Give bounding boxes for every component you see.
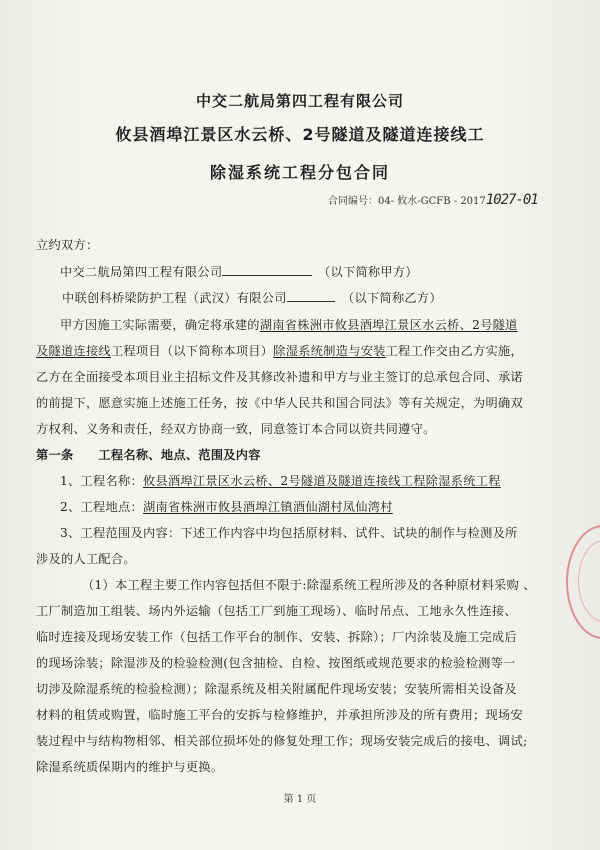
contract-number-label: 合同编号：04- 攸水-GCFB - 2017 [328, 196, 486, 207]
contract-number-handwritten: 1027-01 [485, 192, 538, 208]
article-1-item-1 [60, 472, 501, 489]
contract-number [328, 192, 538, 208]
intro-line-1 [60, 316, 518, 333]
item-1-value: 攸县酒埠江景区水云桥、2号隧道及隧道连接线工程除湿系统工程 [142, 474, 501, 488]
sub-item-line-8: 除湿系统质保期内的维护与更换。 [36, 760, 224, 774]
sub-item-line-1: （1）本工程主要工作内容包括但不限于:除湿系统工程所涉及的各种原材料采购 、 [82, 578, 536, 592]
party-b-line [62, 289, 335, 306]
intro-l1b: 湖南省株洲市攸县酒埠江景区水云桥、2号隧道 [259, 318, 518, 332]
party-b-name: 中联创科桥梁防护工程（武汉）有限公司 [62, 291, 287, 305]
article-1-item-3-line-2: 涉及的人工配合。 [36, 552, 136, 566]
item-1-label: 1、工程名称： [60, 474, 143, 488]
article-1-item-3-line-1: 3、工程范围及内容：下述工作内容中均包括原材料、试件、试块的制作与检测及所 [60, 526, 518, 540]
party-a-note: （以下简称甲方） [318, 265, 418, 279]
intro-line-5: 方权利、义务和责任，经双方协商一致，同意签订本合同以资共同遵守。 [36, 422, 436, 436]
parties-heading: 立约双方： [36, 238, 99, 252]
intro-line-3: 乙方在全面接受本项目业主招标文件及其修改补遗和甲方与业主签订的总承包合同、承诺 [36, 370, 524, 384]
intro-l2a: 及隧道连接线 [36, 344, 111, 358]
sub-item-line-4: 的现场涂装；除湿涉及的检验检测(包含抽检、自检、按图纸或规范要求的检验检测等一 [36, 656, 516, 670]
contract-title: 除湿系统工程分包合同 [209, 163, 390, 182]
party-a-name: 中交二航局第四工程有限公司 [60, 265, 223, 279]
item-2-value: 湖南省株洲市攸县酒埠江镇酒仙湖村凤仙湾村 [142, 500, 393, 514]
intro-line-4: 的前提下，愿意实施上述施工任务，按《中华人民共和国合同法》等有关规定，为明确双 [36, 396, 524, 410]
sub-item-line-3: 临时连接及现场安装工作（包括工作平台的制作、安装、拆除）；厂内涂装及施工完成后 [36, 630, 517, 644]
article-1-heading: 第一条 工程名称、地点、范围及内容 [36, 448, 261, 462]
party-a-underline [222, 263, 312, 276]
intro-l2d: 工程工作交由乙方实施， [385, 344, 524, 358]
party-a-line [60, 263, 312, 280]
sub-item-line-5: 切涉及除湿系统的检验检测）；除湿系统及相关附属配件现场安装；安装所需相关设备及 [36, 682, 517, 696]
intro-l1a: 甲方因施工实际需要，确定将承建的 [60, 318, 260, 332]
intro-line-2 [36, 342, 523, 359]
sub-item-line-6: 材料的租赁或购置，临时施工平台的安拆与检修维护，并承担所涉及的所有费用；现场安 [36, 708, 524, 722]
sub-item-line-2: 工厂制造加工组装、场内外运输（包括工厂到施工现场）、临时吊点、工地永久性连接、 [36, 604, 517, 618]
project-title: 攸县酒埠江景区水云桥、2号隧道及隧道连接线工 [115, 125, 485, 144]
sub-item-line-7: 装过程中与结构物相邻、相关部位损坏处的修复处理工作；现场安装完成后的接电、调试; [36, 734, 528, 748]
intro-l2c: 除湿系统制造与安装 [273, 344, 386, 358]
item-2-label: 2、工程地点： [60, 500, 143, 514]
article-1-item-2 [60, 498, 393, 515]
company-title: 中交二航局第四工程有限公司 [195, 92, 404, 110]
intro-l2b: 工程项目（以下简称本项目） [110, 344, 274, 358]
page-number: 第 1 页 [283, 794, 317, 805]
party-b-note: （以下简称乙方） [342, 291, 442, 305]
party-b-underline [287, 289, 335, 302]
